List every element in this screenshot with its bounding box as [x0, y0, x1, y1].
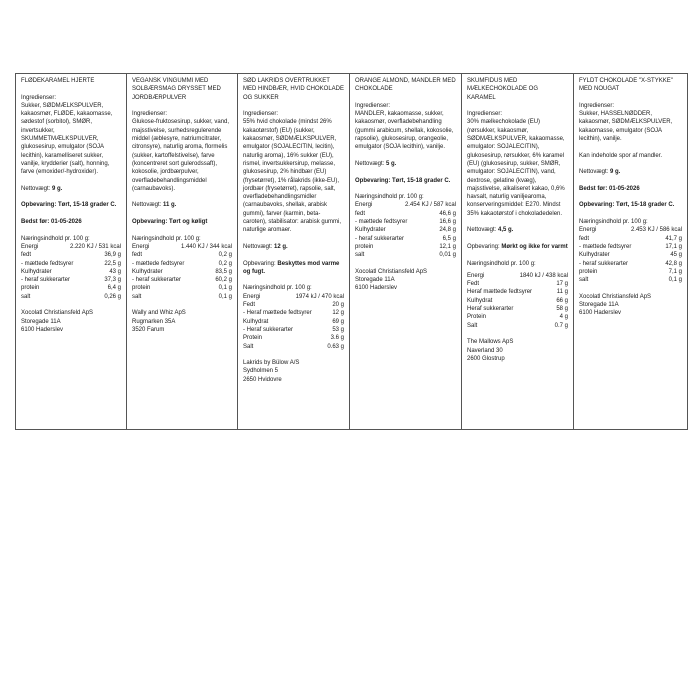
company-city: 3520 Farum	[132, 326, 165, 333]
nutrition-row	[243, 301, 344, 309]
nutrition-row	[355, 218, 456, 226]
nutrient-name: - Heraf mættede fedtsyrer	[243, 310, 312, 317]
company-street: Storegade 11A	[355, 277, 395, 284]
nutrient-value: 0,2 g	[218, 260, 232, 267]
nutrient-name: - mættede fedtsyrer	[21, 260, 74, 267]
nutrient-name: Fedt	[243, 302, 256, 309]
product-title: SKUMFIDUS MED MÆLKECHOKOLADE OG KARAMEL	[467, 78, 539, 101]
company-name: Xocolatl Christiansfeld ApS	[21, 310, 94, 317]
company-street: Rugmarken 35A	[132, 318, 176, 325]
nutrient-value: 42,8 g	[665, 260, 682, 267]
nutrient-value: 12,1 g	[439, 243, 456, 250]
nutrient-value: 1840 kJ / 438 kcal	[519, 272, 568, 279]
nutrient-name: Energi	[355, 202, 373, 209]
nutrition-row	[132, 260, 232, 268]
nutrition-row	[579, 235, 682, 243]
product-title: FYLDT CHOKOLADE "X-STYKKE" MED NOUGAT	[579, 78, 673, 93]
nutrition-row	[355, 210, 456, 218]
nutrition-row	[132, 243, 232, 251]
nutrition-row	[21, 293, 121, 301]
product-label-vegansk-vingummi	[126, 74, 237, 429]
net-weight	[467, 226, 568, 234]
nutrient-name: - heraf sukkerarter	[579, 260, 629, 267]
nutrition-row	[467, 313, 568, 321]
nutrient-value: 7,1 g	[668, 268, 682, 275]
labels-sheet	[15, 73, 688, 430]
storage-info	[243, 260, 344, 277]
nutrient-value: 24,8 g	[439, 227, 456, 234]
product-label-skumfidus	[461, 74, 573, 429]
nutrient-name: salt	[132, 293, 142, 300]
nutrition-row	[243, 309, 344, 317]
nutrient-name: Energi	[579, 227, 597, 234]
company-city: 2650 Hvidovre	[243, 376, 282, 383]
storage-info: Opbevaring: Tørt og køligt	[132, 219, 208, 226]
nutrient-name: Salt	[243, 343, 254, 350]
nutrient-name: - mættede fedtsyrer	[579, 243, 632, 250]
net-weight	[132, 201, 232, 209]
net-weight-value: 9 g.	[610, 169, 621, 176]
nutrient-value: 46,6 g	[439, 210, 456, 217]
company-name: Wally and Whiz ApS	[132, 310, 186, 317]
nutrition-row	[579, 251, 682, 259]
nutrient-value: 0.7 g	[554, 322, 568, 329]
nutrient-name: Energi	[132, 243, 150, 250]
company-city: 2600 Glostrup	[467, 355, 505, 362]
company-street: Sydholmen 5	[243, 368, 279, 375]
nutrient-value: 11 g	[556, 289, 568, 296]
nutrient-value: 20 g	[332, 302, 344, 309]
nutrient-name: - mættede fedtsyrer	[355, 219, 408, 226]
ingredients-heading: Ingredienser:	[355, 102, 391, 109]
company-city: 6100 Haderslev	[355, 285, 398, 292]
nutrient-name: Heraf mættede fedtsyrer	[467, 289, 533, 296]
net-weight-value: 9 g.	[52, 185, 63, 192]
net-weight-value: 12 g.	[274, 243, 288, 250]
nutrition-row	[579, 243, 682, 251]
product-label-orange-almond	[349, 74, 461, 429]
ingredients-text: Sukker, SØDMÆLKSPULVER, kakaosmør, FLØDE, kakaomasse, sødestof (sorbitol), SMØR, invertsukker, SKUMMETMÆLKSPULVER, glukosesirup, emulgator (SOJA lecithin), karamelliseret sukker, vanilje, krydderier (salt), honning, farve (emoxider/-hydroxider).	[21, 102, 113, 176]
net-weight-value: 4,5 g.	[498, 227, 514, 234]
company-name: The Mallows ApS	[467, 339, 514, 346]
ingredients-text: 55% hvid chokolade (mindst 26% kakaotørstof) (EU) (sukker, kakaosmør, SØDMÆLKSPULVER, emulgator (SOJALECITIN, lecitin), naturlig aroma), 16% sukker (EU), rismel, invertsukkersirup, melasse, glukosesirup, 2% hindbær (EU) (frysetørret), 1% rålakrids (ikke-EU), jordbær (frysetørret), rapsolie, salt, overfladebehandlingsmidler (carnaubavoks, shellak, arabisk gummi), farver (karmin, beta-caroten), stabilisator: arabisk gummi, naturlige aromaer.	[243, 119, 342, 234]
nutrient-name: fedt	[21, 252, 32, 259]
nutrition-row	[355, 251, 456, 259]
company-name: Xocolatl Christiansfeld ApS	[579, 293, 652, 300]
company-street: Naverland 30	[467, 347, 503, 354]
nutrient-name: Kulhydrater	[355, 227, 386, 234]
nutrient-value: 69 g	[332, 318, 344, 325]
best-before: Bedst før: 01-05-2026	[21, 219, 82, 226]
nutrient-name: - heraf sukkerarter	[21, 277, 71, 284]
nutrition-row	[355, 243, 456, 251]
nutrient-value: 2.454 KJ / 587 kcal	[404, 202, 456, 209]
nutrition-heading: Næringsindhold pr. 100 g:	[132, 235, 201, 242]
net-weight-label: Nettovægt:	[132, 202, 162, 209]
nutrition-row	[21, 260, 121, 268]
nutrient-value: 2.220 KJ / 531 kcal	[69, 243, 121, 250]
product-label-flodekaramel-hjerte	[16, 74, 126, 429]
net-weight-label: Nettovægt:	[243, 243, 273, 250]
nutrient-name: salt	[355, 252, 365, 259]
ingredients-text: 30% mælkechokolade (EU) (rørsukker, kakaosmør, SØDMÆLKSPULVER, kakaomasse, emulgator: SOJALECITIN), glukosesirup, rørsukker, 6% karamel (EU) (glukosesirup, sukker, SMØR, emulgator: SOJALECITIN), vand, dextrose, gelatine (kvæg), majsstivelse, alkaliseret kakao, 0,6% havsalt, naturlig vaniljearoma, konserveringsmiddel: E270. Mindst 35% kakaotørstof i chokoladedelen.	[467, 119, 565, 217]
nutrient-value: 43 g	[109, 268, 121, 275]
net-weight-label: Nettovægt:	[355, 160, 385, 167]
nutrition-row	[243, 326, 344, 334]
product-title: SØD LAKRIDS OVERTRUKKET MED HINDBÆR, HVID CHOKOLADE OG SUKKER	[243, 78, 345, 101]
nutrient-value: 12 g	[332, 310, 344, 317]
storage-info: Opbevaring: Tørt, 15-18 grader C.	[355, 177, 451, 184]
nutrient-value: 0,2 g	[218, 252, 232, 259]
storage-info: Opbevaring: Tørt, 15-18 grader C.	[21, 202, 117, 209]
nutrient-name: - heraf sukkerarter	[132, 277, 182, 284]
net-weight	[243, 243, 344, 251]
net-weight-value: 5 g.	[386, 160, 397, 167]
nutrition-row	[21, 276, 121, 284]
product-title: ORANGE ALMOND, MANDLER MED CHOKOLADE	[355, 78, 456, 93]
ingredients-heading: Ingredienser:	[132, 111, 168, 118]
nutrient-value: 36,9 g	[104, 252, 121, 259]
nutrient-name: Energi	[467, 272, 485, 279]
nutrition-row	[132, 276, 232, 284]
nutrient-name: Kulhydrater	[579, 252, 610, 259]
nutrient-value: 41,7 g	[665, 235, 682, 242]
nutrition-row	[355, 201, 456, 209]
ingredients-heading: Ingredienser:	[467, 111, 503, 118]
nutrient-value: 83,5 g	[215, 268, 232, 275]
nutrient-value: 6,4 g	[107, 285, 121, 292]
nutrition-row	[355, 226, 456, 234]
ingredients-text: Glukose-fruktosesirup, sukker, vand, majsstivelse, surhedsregulerende middel (æblesyre, natriumcitrater, citronsyre), naturlig aroma, flormelis (sukker, kartoffelstivelse), farve (koncentreret sort gulerodssaft), kokosolie, jordbærpulver, overfladebehandlingsmiddel (carnaubavoks).	[132, 119, 230, 192]
ingredients-heading: Ingredienser:	[579, 102, 615, 109]
allergen-note: Kan indeholde spor af mandler.	[579, 152, 663, 159]
nutrient-value: 16,6 g	[439, 219, 456, 226]
nutrient-name: Protein	[467, 314, 487, 321]
nutrient-name: protein	[132, 285, 151, 292]
nutrition-row	[467, 305, 568, 313]
nutrition-row	[579, 226, 682, 234]
nutrition-row	[579, 268, 682, 276]
nutrition-row	[21, 268, 121, 276]
nutrient-name: protein	[355, 243, 374, 250]
nutrition-row	[467, 322, 568, 330]
net-weight-value: 11 g.	[163, 202, 177, 209]
company-city: 6100 Haderslev	[579, 310, 622, 317]
nutrient-name: Kulhydrater	[21, 268, 52, 275]
nutrition-row	[21, 251, 121, 259]
nutrient-name: Energi	[243, 293, 261, 300]
nutrient-name: fedt	[579, 235, 590, 242]
storage-value: Mørkt og ikke for varmt	[501, 243, 568, 250]
nutrient-name: Fedt	[467, 281, 480, 288]
nutrition-row	[243, 343, 344, 351]
nutrition-row	[467, 297, 568, 305]
nutrient-name: protein	[21, 285, 40, 292]
nutrition-row	[132, 293, 232, 301]
nutrient-value: 0,1 g	[218, 285, 232, 292]
nutrient-name: Kulhydrat	[243, 318, 269, 325]
nutrient-name: Heraf sukkerarter	[467, 306, 514, 313]
nutrient-value: 45 g	[670, 252, 682, 259]
nutrition-row	[579, 260, 682, 268]
nutrient-value: 58 g	[556, 306, 568, 313]
nutrient-value: 53 g	[332, 326, 344, 333]
nutrition-row	[243, 334, 344, 342]
nutrient-name: salt	[21, 293, 31, 300]
nutrition-row	[132, 268, 232, 276]
storage-label: Opbevaring:	[467, 243, 500, 250]
nutrient-value: 0,1 g	[218, 293, 232, 300]
nutrient-value: 3.6 g	[330, 335, 344, 342]
nutrient-value: 1.440 KJ / 344 kcal	[180, 243, 232, 250]
nutrition-row	[355, 235, 456, 243]
nutrition-heading: Næringsindhold pr. 100 g:	[467, 260, 536, 267]
ingredients-heading: Ingredienser:	[21, 94, 57, 101]
nutrition-row	[21, 243, 121, 251]
company-name: Lakrids by Bülow A/S	[243, 360, 300, 367]
nutrient-value: 66 g	[556, 297, 568, 304]
nutrition-row	[467, 272, 568, 280]
nutrient-name: Energi	[21, 243, 39, 250]
storage-info	[467, 243, 568, 251]
nutrient-value: 0.63 g	[327, 343, 344, 350]
nutrient-value: 1974 kJ / 470 kcal	[295, 293, 344, 300]
nutrient-name: Kulhydrater	[132, 268, 163, 275]
nutrition-row	[467, 280, 568, 288]
nutrition-heading: Næringsindhold pr. 100 g:	[355, 194, 424, 201]
nutrition-row	[243, 318, 344, 326]
nutrient-name: - Heraf sukkerarter	[243, 326, 294, 333]
nutrient-name: - heraf sukkerarter	[355, 235, 405, 242]
nutrition-heading: Næringsindhold pr. 100 g:	[21, 235, 90, 242]
net-weight	[579, 168, 682, 176]
nutrient-value: 17,1 g	[665, 243, 682, 250]
ingredients-text: MANDLER, kakaomasse, sukker, kakaosmør, overfladebehandling (gummi arabicum, shellak, kokosolie, rapsolie), glukosesirup, orangeolie, emulgator (SOJA lecithin), vanilje.	[355, 111, 454, 151]
nutrient-value: 4 g	[559, 314, 568, 321]
nutrition-heading: Næringsindhold pr. 100 g:	[579, 219, 648, 226]
nutrient-value: 0,26 g	[104, 293, 121, 300]
company-city: 6100 Haderslev	[21, 326, 64, 333]
nutrition-heading: Næringsindhold pr. 100 g:	[243, 285, 312, 292]
net-weight-label: Nettovægt:	[21, 185, 51, 192]
storage-info: Opbevaring: Tørt, 15-18 grader C.	[579, 202, 675, 209]
product-title: VEGANSK VINGUMMI MED SOLBÆRSMAG DRYSSET MED JORDBÆRPULVER	[132, 78, 221, 101]
nutrient-value: 22,5 g	[104, 260, 121, 267]
storage-label: Opbevaring:	[243, 260, 276, 267]
nutrient-name: Protein	[243, 335, 263, 342]
nutrition-row	[579, 276, 682, 284]
product-title: FLØDEKARAMEL HJERTE	[21, 78, 95, 84]
nutrition-row	[132, 251, 232, 259]
net-weight-label: Nettovægt:	[579, 169, 609, 176]
nutrient-value: 0,01 g	[439, 252, 456, 259]
net-weight-label: Nettovægt:	[467, 227, 497, 234]
storage-value: Beskyttes mod varme og fugt.	[243, 260, 340, 275]
nutrient-value: 2.453 KJ / 586 kcal	[630, 227, 682, 234]
company-name: Xocolatl Christiansfeld ApS	[355, 268, 428, 275]
nutrition-row	[243, 293, 344, 301]
nutrient-name: fedt	[132, 252, 143, 259]
nutrient-value: 60,2 g	[215, 277, 232, 284]
nutrient-value: 17 g	[556, 281, 568, 288]
net-weight	[355, 160, 456, 168]
nutrient-name: - mættede fedtsyrer	[132, 260, 185, 267]
nutrient-name: Salt	[467, 322, 478, 329]
ingredients-heading: Ingredienser:	[243, 111, 279, 118]
nutrient-name: Kulhydrat	[467, 297, 493, 304]
best-before: Bedst før: 01-05-2026	[579, 185, 640, 192]
nutrition-row	[467, 288, 568, 296]
nutrient-name: fedt	[355, 210, 366, 217]
nutrition-row	[132, 284, 232, 292]
nutrient-value: 0,1 g	[668, 277, 682, 284]
company-street: Storegade 11A	[21, 318, 61, 325]
net-weight	[21, 185, 121, 193]
company-street: Storegade 11A	[579, 302, 619, 309]
nutrient-name: salt	[579, 277, 589, 284]
product-label-sod-lakrids	[237, 74, 349, 429]
nutrient-value: 6,5 g	[442, 235, 456, 242]
nutrition-row	[21, 284, 121, 292]
ingredients-text: Sukker, HASSELNØDDER, kakaosmør, SØDMÆLKSPULVER, kakaomasse, emulgator (SOJA lecithin), vanilje.	[579, 111, 673, 143]
nutrient-name: protein	[579, 268, 598, 275]
product-label-fyldt-chokolade	[573, 74, 687, 429]
nutrient-value: 37,3 g	[104, 277, 121, 284]
